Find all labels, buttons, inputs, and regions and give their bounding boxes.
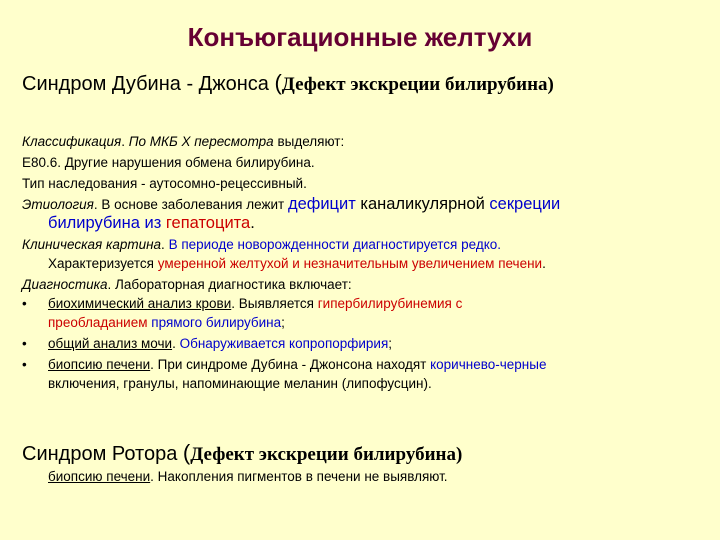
brown-black: коричнево-черные <box>430 357 547 372</box>
etiology-hl-canalicular: каналикулярной <box>355 195 490 213</box>
rotor-line <box>48 469 448 484</box>
bullet-icon: • <box>22 296 27 311</box>
clinical-line-2 <box>22 254 702 273</box>
clinical-jaundice: умеренной желтухой и незначительным увеличением печени <box>157 256 543 271</box>
classification-label: Классификация <box>22 134 122 149</box>
predominance: преобладанием <box>48 315 148 330</box>
bullet-2-end: ; <box>388 336 393 351</box>
dubin-paren: ( <box>274 70 282 95</box>
dubin-johnson-heading <box>22 70 554 96</box>
hyperbilirubinemia: гипербилирубинемия с <box>317 296 463 311</box>
etiology-label: Этиология <box>22 197 94 212</box>
dubin-johnson-name: Синдром Дубина - Джонса <box>22 73 275 95</box>
slide-title: Конъюгационные желтухи <box>187 22 533 52</box>
inclusions: включения, гранулы, напоминающие меланин (липофусцин) <box>48 376 429 391</box>
rotor-defect: Дефект экскреции билирубина) <box>190 444 463 465</box>
biochem-test-link[interactable]: биохимический анализ крови <box>48 296 232 311</box>
diagnostics-label: Диагностика <box>22 277 108 292</box>
rotor-name: Синдром Ротора <box>22 443 183 465</box>
bullet-1-text: . Выявляется <box>231 296 318 311</box>
biopsy-link[interactable]: биопсию печени <box>48 357 151 372</box>
clinical-end: . <box>542 256 546 271</box>
etiology-line-2 <box>22 214 702 233</box>
bullet-3 <box>22 355 702 374</box>
classification-line <box>22 132 702 151</box>
classification-mkb: По МКБ X пересмотра <box>128 134 274 149</box>
bullet-1-end: ; <box>281 315 285 330</box>
rotor-text: . Накопления пигментов в печени не выявляют. <box>150 469 448 484</box>
rotor-paren: ( <box>182 440 191 465</box>
bullet-icon: • <box>22 357 27 372</box>
bullet-2 <box>22 334 702 353</box>
bullet-3-end: . <box>428 376 432 391</box>
etiology-line <box>22 195 702 214</box>
slide-body <box>22 132 702 393</box>
classification-dot: . <box>121 134 129 149</box>
etiology-hepatocyte: гепатоцита <box>165 214 251 232</box>
bullet-3-line-2 <box>22 374 702 393</box>
coproporphyria: Обнаруживается копропорфирия <box>179 336 389 351</box>
clinical-rare: В периоде новорожденности диагностируется редко. <box>168 237 502 252</box>
bullet-1-line-2 <box>22 313 702 332</box>
bullet-3-text: . При синдроме Дубина - Джонсона находят <box>150 357 431 372</box>
e80-line: Е80.6. Другие нарушения обмена билирубина. <box>22 155 315 170</box>
inheritance-line: Тип наследования - аутосомно-рецессивный. <box>22 176 307 191</box>
clinical-dot: . <box>161 237 169 252</box>
bullet-2-text: . <box>172 336 180 351</box>
urine-test-link[interactable]: общий анализ мочи <box>48 336 173 351</box>
clinical-line <box>22 235 702 254</box>
etiology-bilirubin: билирубина из <box>48 214 166 232</box>
diagnostics-line <box>22 275 702 294</box>
etiology-text: . В основе заболевания лежит <box>93 197 288 212</box>
etiology-hl-secretion: секреции <box>489 195 561 213</box>
dubin-defect: Дефект экскреции билирубина) <box>281 74 554 95</box>
etiology-dot: . <box>250 214 255 232</box>
clinical-characterized: Характеризуется <box>48 256 158 271</box>
classification-rest: выделяют: <box>273 134 345 149</box>
diagnostics-text: . Лабораторная диагностика включает: <box>107 277 352 292</box>
rotor-biopsy-link[interactable]: биопсию печени <box>48 469 151 484</box>
rotor-heading <box>22 440 462 466</box>
etiology-hl-deficit: дефицит <box>287 195 356 213</box>
clinical-label: Клиническая картина <box>22 237 162 252</box>
direct-bilirubin: прямого билирубина <box>147 315 282 330</box>
bullet-1 <box>22 294 702 313</box>
bullet-icon: • <box>22 336 27 351</box>
